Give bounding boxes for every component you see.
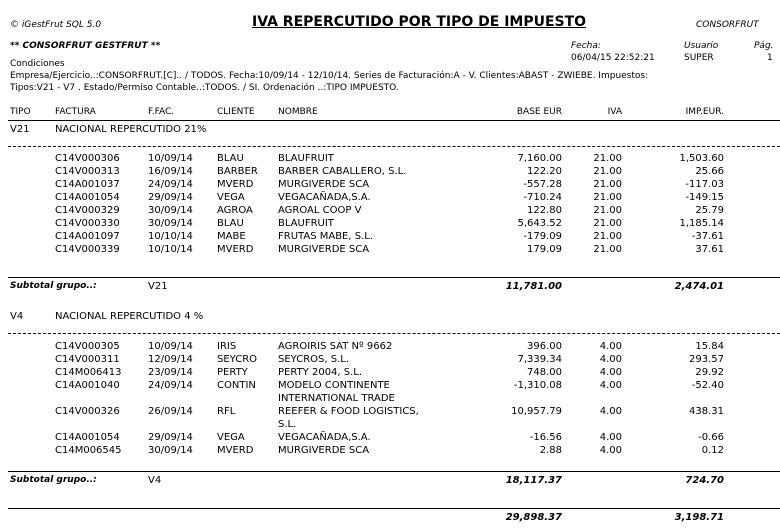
table-row-continuation <box>0 393 780 406</box>
cell-fecha: 10/10/14 <box>148 244 193 255</box>
cell-nombre: PERTY 2004, S.L. <box>278 367 363 378</box>
cell-fecha: 30/09/14 <box>148 205 193 216</box>
cell-cliente: BARBER <box>217 166 258 177</box>
cell-factura: C14A001054 <box>55 432 120 443</box>
cell-nombre: AGROIRIS SAT Nº 9662 <box>278 341 393 352</box>
table-row <box>0 179 780 192</box>
cell-factura: C14A001054 <box>55 192 120 203</box>
total-imp: 3,198.71 <box>674 512 724 523</box>
cell-factura: C14V000329 <box>55 205 120 216</box>
subtotal-base: 18,117.37 <box>505 475 562 486</box>
cell-nombre: VEGACAÑADA,S.A. <box>278 432 371 443</box>
company-name-right: CONSORFRUT <box>696 20 759 30</box>
subtotal-imp: 724.70 <box>685 475 724 486</box>
cell-imp: 25.79 <box>695 205 724 216</box>
page-number: 1 <box>767 53 773 63</box>
cell-iva: 4.00 <box>599 445 622 456</box>
cell-fecha: 10/09/14 <box>148 153 193 164</box>
cell-fecha: 12/09/14 <box>148 354 193 365</box>
table-row <box>0 231 780 244</box>
cell-fecha: 30/09/14 <box>148 218 193 229</box>
cell-base: 122.20 <box>527 166 562 177</box>
table-row <box>0 166 780 179</box>
cell-nombre: AGROAL COOP V <box>278 205 362 216</box>
table-row <box>0 341 780 354</box>
cell-fecha: 26/09/14 <box>148 406 193 417</box>
total-base: 29,898.37 <box>505 512 562 523</box>
group-header <box>0 311 780 324</box>
group-description: NACIONAL REPERCUTIDO 4 % <box>55 311 204 322</box>
cell-iva: 21.00 <box>593 179 622 190</box>
cell-base: 2.88 <box>539 445 562 456</box>
company-banner: ** CONSORFRUT GESTFRUT ** <box>10 41 161 51</box>
cell-nombre: MURGIVERDE SCA <box>278 179 370 190</box>
subtotal-row <box>0 281 780 294</box>
col-base: BASE EUR <box>516 107 562 117</box>
cell-base: 748.00 <box>527 367 562 378</box>
col-tipo: TIPO <box>10 107 31 117</box>
cell-nombre: REEFER & FOOD LOGISTICS, <box>278 406 419 417</box>
cell-factura: C14M006545 <box>55 445 122 456</box>
cell-base: 7,339.34 <box>517 354 562 365</box>
table-row <box>0 432 780 445</box>
cell-factura: C14A001097 <box>55 231 120 242</box>
cell-fecha: 29/09/14 <box>148 192 193 203</box>
table-row <box>0 406 780 419</box>
cell-iva: 21.00 <box>593 166 622 177</box>
cell-nombre-continuation: INTERNATIONAL TRADE <box>278 393 395 404</box>
cell-nombre: BLAUFRUIT <box>278 153 334 164</box>
cell-nombre: BLAUFRUIT <box>278 218 334 229</box>
cell-base: 122.80 <box>527 205 562 216</box>
header-divider <box>8 120 780 121</box>
cell-fecha: 29/09/14 <box>148 432 193 443</box>
cell-imp: 15.84 <box>695 341 724 352</box>
cell-iva: 21.00 <box>593 231 622 242</box>
cell-base: 10,957.79 <box>511 406 562 417</box>
cell-fecha: 16/09/14 <box>148 166 193 177</box>
usuario-label: Usuario <box>684 41 719 51</box>
cell-fecha: 24/09/14 <box>148 380 193 391</box>
cell-base: -710.24 <box>523 192 562 203</box>
subtotal-label: Subtotal grupo..: <box>10 475 97 485</box>
table-row <box>0 205 780 218</box>
cell-cliente: CONTIN <box>217 380 256 391</box>
cell-iva: 21.00 <box>593 218 622 229</box>
cell-cliente: MVERD <box>217 244 254 255</box>
col-imp: IMP.EUR. <box>685 107 724 117</box>
cell-imp: -117.03 <box>685 179 724 190</box>
subtotal-base: 11,781.00 <box>505 281 562 292</box>
cell-nombre: FRUTAS MABE, S.L. <box>278 231 373 242</box>
cell-cliente: SEYCRO <box>217 354 258 365</box>
cell-nombre-continuation: S.L. <box>278 419 297 430</box>
subtotal-label: Subtotal grupo..: <box>10 281 97 291</box>
cell-nombre: VEGACAÑADA,S.A. <box>278 192 371 203</box>
table-row <box>0 367 780 380</box>
conditions-line-2: Tipos:V21 - V7 . Estado/Permiso Contable..:TODOS. / SI. Ordenación ..:TIPO IMPUESTO. <box>10 83 399 93</box>
cell-factura: C14V000313 <box>55 166 120 177</box>
conditions-line-1: Empresa/Ejercicio..:CONSORFRUT.[C].. / TODOS. Fecha:10/09/14 - 12/10/14. Series de Facturación:A - V. Clientes:ABAST - ZWIEBE. Impuestos: <box>10 71 649 81</box>
cell-iva: 4.00 <box>599 354 622 365</box>
cell-cliente: BLAU <box>217 153 244 164</box>
cell-cliente: MVERD <box>217 445 254 456</box>
group-header <box>0 124 780 137</box>
cell-cliente: PERTY <box>217 367 248 378</box>
cell-fecha: 10/09/14 <box>148 341 193 352</box>
cell-nombre: SEYCROS, S.L. <box>278 354 350 365</box>
cell-base: 396.00 <box>527 341 562 352</box>
cell-cliente: IRIS <box>217 341 237 352</box>
cell-iva: 4.00 <box>599 367 622 378</box>
table-row <box>0 244 780 257</box>
cell-factura: C14V000306 <box>55 153 120 164</box>
table-row <box>0 192 780 205</box>
cell-factura: C14V000305 <box>55 341 120 352</box>
col-iva: IVA <box>607 107 622 117</box>
subtotal-code: V4 <box>148 475 162 486</box>
cell-base: -557.28 <box>523 179 562 190</box>
cell-iva: 21.00 <box>593 153 622 164</box>
cell-factura: C14M006413 <box>55 367 122 378</box>
cell-base: -16.56 <box>529 432 562 443</box>
cell-imp: 0.12 <box>701 445 724 456</box>
cell-cliente: MABE <box>217 231 246 242</box>
cell-cliente: AGROA <box>217 205 253 216</box>
group-divider <box>8 333 780 334</box>
cell-iva: 4.00 <box>599 380 622 391</box>
fecha-label: Fecha: <box>571 41 601 51</box>
cell-imp: -37.61 <box>691 231 724 242</box>
app-version: © iGestFrut SQL 5.0 <box>10 20 102 30</box>
group-divider <box>8 146 780 147</box>
table-row <box>0 445 780 458</box>
cell-imp: 438.31 <box>689 406 724 417</box>
col-cliente: CLIENTE <box>217 107 255 117</box>
total-divider <box>8 508 780 509</box>
cell-iva: 4.00 <box>599 406 622 417</box>
cell-imp: -52.40 <box>691 380 724 391</box>
cell-base: -179.09 <box>523 231 562 242</box>
total-row <box>0 512 780 525</box>
cell-factura: C14V000330 <box>55 218 120 229</box>
col-nombre: NOMBRE <box>278 107 318 117</box>
cell-base: 179.09 <box>527 244 562 255</box>
cell-factura: C14V000326 <box>55 406 120 417</box>
usuario-value: SUPER <box>684 53 714 63</box>
cell-iva: 21.00 <box>593 244 622 255</box>
cell-nombre: MURGIVERDE SCA <box>278 445 370 456</box>
table-row <box>0 354 780 367</box>
subtotal-code: V21 <box>148 281 168 292</box>
column-header-row <box>0 107 780 120</box>
table-row <box>0 380 780 393</box>
cell-fecha: 10/10/14 <box>148 231 193 242</box>
cell-imp: 1,503.60 <box>679 153 724 164</box>
cell-cliente: VEGA <box>217 432 245 443</box>
table-row-continuation <box>0 419 780 432</box>
cell-imp: 293.57 <box>689 354 724 365</box>
cell-iva: 4.00 <box>599 432 622 443</box>
cell-iva: 4.00 <box>599 341 622 352</box>
cell-imp: 37.61 <box>695 244 724 255</box>
cell-imp: -149.15 <box>685 192 724 203</box>
subtotal-row <box>0 475 780 488</box>
cell-imp: 25.66 <box>695 166 724 177</box>
cell-factura: C14A001040 <box>55 380 120 391</box>
conditions-label: Condiciones <box>10 59 65 69</box>
cell-base: 7,160.00 <box>517 153 562 164</box>
cell-iva: 21.00 <box>593 192 622 203</box>
table-row <box>0 153 780 166</box>
cell-factura: C14V000311 <box>55 354 120 365</box>
cell-factura: C14A001037 <box>55 179 120 190</box>
subtotal-imp: 2,474.01 <box>674 281 724 292</box>
cell-fecha: 30/09/14 <box>148 445 193 456</box>
cell-base: -1,310.08 <box>513 380 562 391</box>
group-code: V21 <box>10 124 30 135</box>
cell-imp: 1,185.14 <box>679 218 724 229</box>
cell-base: 5,643.52 <box>517 218 562 229</box>
cell-factura: C14V000339 <box>55 244 120 255</box>
table-row <box>0 218 780 231</box>
cell-fecha: 24/09/14 <box>148 179 193 190</box>
col-factura: FACTURA <box>55 107 96 117</box>
cell-nombre: MODELO CONTINENTE <box>278 380 390 391</box>
cell-cliente: RFL <box>217 406 236 417</box>
report-title: IVA REPERCUTIDO POR TIPO DE IMPUESTO <box>252 14 587 30</box>
fecha-value: 06/04/15 22:52:21 <box>571 53 655 63</box>
cell-nombre: MURGIVERDE SCA <box>278 244 370 255</box>
cell-fecha: 23/09/14 <box>148 367 193 378</box>
cell-cliente: BLAU <box>217 218 244 229</box>
cell-cliente: VEGA <box>217 192 245 203</box>
page-label: Pág. <box>754 41 774 51</box>
col-ffac: F.FAC. <box>148 107 175 117</box>
group-code: V4 <box>10 311 24 322</box>
cell-imp: 29.92 <box>695 367 724 378</box>
cell-imp: -0.66 <box>698 432 724 443</box>
group-description: NACIONAL REPERCUTIDO 21% <box>55 124 207 135</box>
cell-cliente: MVERD <box>217 179 254 190</box>
cell-nombre: BARBER CABALLERO, S.L. <box>278 166 407 177</box>
subtotal-divider <box>8 471 780 472</box>
subtotal-divider <box>8 277 780 278</box>
cell-iva: 21.00 <box>593 205 622 216</box>
